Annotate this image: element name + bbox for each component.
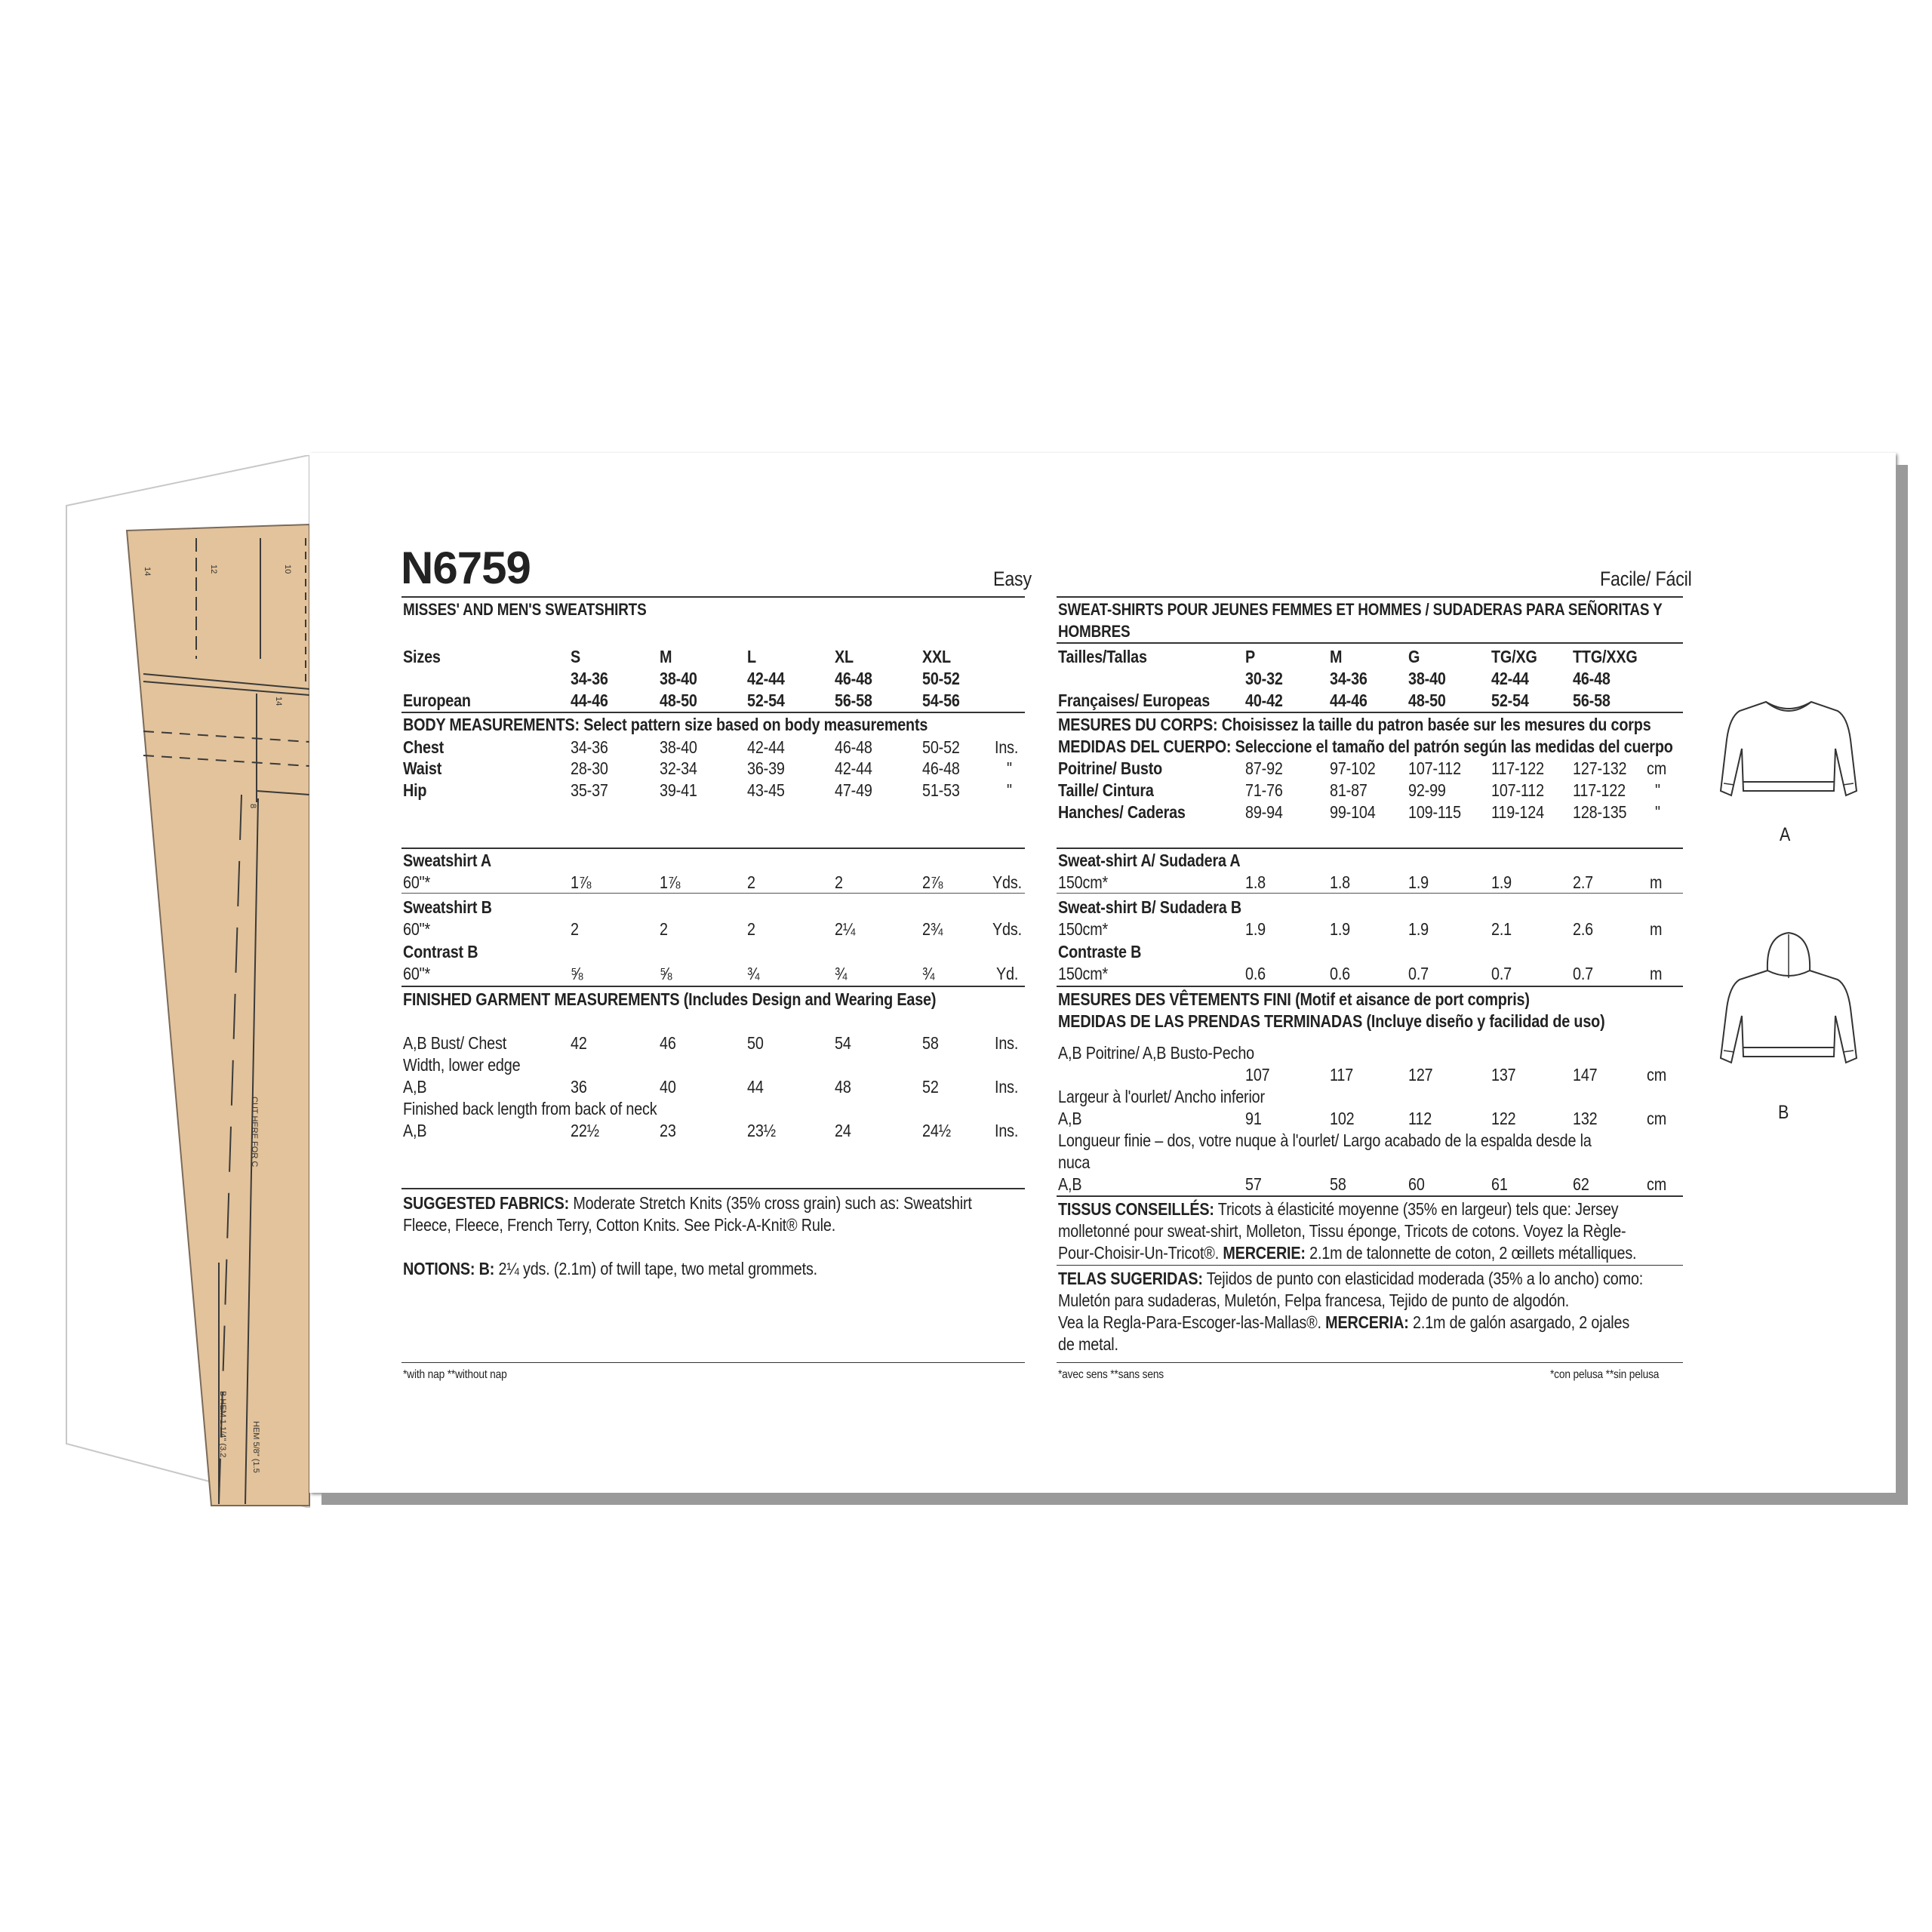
- finished-row-label: A,B: [1058, 1109, 1082, 1128]
- body-measurements-heading: BODY MEASUREMENTS: Select pattern size based on body measurements: [403, 715, 928, 734]
- finished-unit: cm: [1647, 1065, 1667, 1084]
- finished-value: 127: [1408, 1065, 1433, 1084]
- fabric-width: 150cm*: [1058, 919, 1109, 939]
- body-value: 127-132: [1573, 758, 1627, 778]
- finished-unit: Ins.: [995, 1077, 1019, 1097]
- body-value: 42-44: [835, 758, 872, 778]
- tissue-label: HEM 5/8" (1.5: [251, 1421, 260, 1473]
- yardage-label: Contraste B: [1058, 942, 1142, 961]
- yardage-label: Contrast B: [403, 942, 478, 961]
- european-size: 44-46: [571, 691, 608, 710]
- size-range: 34-36: [1330, 669, 1367, 688]
- title-en: MISSES' AND MEN'S SWEATSHIRTS: [403, 600, 647, 619]
- yardage-value: 1.9: [1408, 919, 1429, 939]
- body-row-label: Poitrine/ Busto: [1058, 758, 1163, 778]
- notions: NOTIONS: B: 2¼ yds. (2.1m) of twill tape, two metal grommets.: [403, 1259, 818, 1278]
- body-row-label: Taille/ Cintura: [1058, 780, 1154, 800]
- finished-unit: Ins.: [995, 1121, 1019, 1140]
- body-value: 32-34: [660, 758, 697, 778]
- body-value: 34-36: [571, 737, 608, 757]
- size-range: 38-40: [660, 669, 697, 688]
- european-label: European: [403, 691, 471, 710]
- yardage-label: Sweat-shirt A/ Sudadera A: [1058, 851, 1241, 870]
- finished-heading-es: MEDIDAS DE LAS PRENDAS TERMINADAS (Incluye diseño y facilidad de uso): [1058, 1011, 1605, 1031]
- yardage-value: 1.9: [1491, 872, 1512, 892]
- yardage-value: ⅝: [571, 964, 583, 983]
- finished-value: 117: [1330, 1065, 1354, 1084]
- fabric-width: 150cm*: [1058, 964, 1109, 983]
- finished-value: 57: [1245, 1174, 1262, 1194]
- finished-value: 24½: [922, 1121, 951, 1140]
- body-unit: Ins.: [995, 737, 1019, 757]
- finished-row-desc-cont: nuca: [1058, 1152, 1091, 1172]
- finished-value: 36: [571, 1077, 587, 1097]
- finished-value: 122: [1491, 1109, 1516, 1128]
- yardage-value: 2: [571, 919, 579, 939]
- finished-value: 52: [922, 1077, 939, 1097]
- finished-row-label: A,B: [403, 1077, 427, 1097]
- yardage-label: Sweatshirt B: [403, 897, 492, 917]
- finished-value: 147: [1573, 1065, 1598, 1084]
- yardage-label: Sweat-shirt B/ Sudadera B: [1058, 897, 1242, 917]
- yardage-value: 2: [660, 919, 668, 939]
- body-value: 46-48: [835, 737, 872, 757]
- body-value: 28-30: [571, 758, 608, 778]
- tissue-label: 12: [209, 565, 218, 574]
- body-value: 50-52: [922, 737, 960, 757]
- finished-value: 132: [1573, 1109, 1598, 1128]
- body-measurements-heading-fr: MESURES DU CORPS: Choisissez la taille du patron basée sur les mesures du corps: [1058, 715, 1651, 734]
- finished-unit: Ins.: [995, 1033, 1019, 1053]
- difficulty-en: Easy: [993, 568, 1032, 590]
- telas-cont: Muletón para sudaderas, Muletón, Felpa francesa, Tejido de punto de algodón.: [1058, 1291, 1570, 1310]
- body-value: 46-48: [922, 758, 960, 778]
- body-value: 47-49: [835, 780, 872, 800]
- finished-row-desc: Longueur finie – dos, votre nuque à l'ourlet/ Largo acabado de la espalda desde la: [1058, 1131, 1592, 1150]
- title-fr-es-cont: HOMBRES: [1058, 622, 1131, 641]
- yardage-value: 0.6: [1330, 964, 1350, 983]
- footnote-es: *con pelusa **sin pelusa: [1550, 1368, 1660, 1381]
- body-value: 117-122: [1573, 780, 1626, 800]
- difficulty-fr-es: Facile/ Fácil: [1600, 568, 1692, 590]
- fabric-width: 60"*: [403, 872, 431, 892]
- yardage-value: 0.6: [1245, 964, 1266, 983]
- tissus-conseilles: TISSUS CONSEILLÉS: Tricots à élasticité moyenne (35% en largeur) tels que: Jersey: [1058, 1199, 1619, 1219]
- finished-value: 23½: [747, 1121, 776, 1140]
- telas-sugeridas: TELAS SUGERIDAS: Tejidos de punto con elasticidad moderada (35% a lo ancho) como:: [1058, 1269, 1644, 1288]
- size-col: L: [747, 647, 756, 666]
- size-col: XXL: [922, 647, 951, 666]
- pattern-envelope: [60, 455, 317, 1508]
- yardage-value: 2.6: [1573, 919, 1593, 939]
- finished-value: 107: [1245, 1065, 1270, 1084]
- sizes-label: Tailles/Tallas: [1058, 647, 1147, 666]
- european-size: 56-58: [835, 691, 872, 710]
- merceria: Vea la Regla-Para-Escoger-las-Mallas®. MERCERIA: 2.1m de galón asargado, 2 ojales: [1058, 1312, 1630, 1332]
- yardage-value: 1⅞: [571, 872, 592, 892]
- finished-value: 50: [747, 1033, 764, 1053]
- yardage-value: 2.1: [1491, 919, 1512, 939]
- pattern-number: N6759: [401, 543, 531, 593]
- size-col: XL: [835, 647, 854, 666]
- body-row-label: Hanches/ Caderas: [1058, 802, 1186, 822]
- finished-value: 46: [660, 1033, 676, 1053]
- size-col: P: [1245, 647, 1256, 666]
- finished-value: 58: [922, 1033, 939, 1053]
- yardage-value: 2.7: [1573, 872, 1593, 892]
- yardage-value: 2: [747, 919, 755, 939]
- finished-unit: cm: [1647, 1174, 1667, 1194]
- size-col: M: [1330, 647, 1343, 666]
- european-label: Françaises/ Europeas: [1058, 691, 1211, 710]
- size-col: M: [660, 647, 672, 666]
- fabric-width: 60"*: [403, 919, 431, 939]
- yardage-label: Sweatshirt A: [403, 851, 492, 870]
- yardage-value: 2¼: [835, 919, 856, 939]
- sizes-label: Sizes: [403, 647, 441, 666]
- body-unit: ": [1007, 780, 1012, 800]
- finished-value: 137: [1491, 1065, 1516, 1084]
- body-value: 128-135: [1573, 802, 1627, 822]
- finished-value: 40: [660, 1077, 676, 1097]
- yardage-value: 2¾: [922, 919, 943, 939]
- finished-value: 42: [571, 1033, 587, 1053]
- finished-measurements-heading: FINISHED GARMENT MEASUREMENTS (Includes Design and Wearing Ease): [403, 989, 937, 1009]
- european-size: 44-46: [1330, 691, 1367, 710]
- size-col: TTG/XXG: [1573, 647, 1638, 666]
- finished-row-desc: Width, lower edge: [403, 1055, 521, 1075]
- european-size: 52-54: [747, 691, 785, 710]
- yardage-unit: Yds.: [992, 872, 1022, 892]
- size-col: S: [571, 647, 581, 666]
- crewneck-sweatshirt-icon: [1713, 694, 1864, 815]
- finished-value: 112: [1408, 1109, 1432, 1128]
- finished-row-desc: Largeur à l'ourlet/ Ancho inferior: [1058, 1087, 1265, 1106]
- finished-value: 23: [660, 1121, 676, 1140]
- body-row-label: Hip: [403, 780, 427, 800]
- yardage-value: 0.7: [1408, 964, 1429, 983]
- tissue-label: 8: [248, 804, 257, 809]
- yardage-value: 2⅞: [922, 872, 943, 892]
- finished-value: 61: [1491, 1174, 1508, 1194]
- finished-row-desc: Finished back length from back of neck: [403, 1099, 657, 1118]
- finished-value: 91: [1245, 1109, 1262, 1128]
- body-value: 35-37: [571, 780, 608, 800]
- finished-value: 62: [1573, 1174, 1589, 1194]
- size-col: G: [1408, 647, 1420, 666]
- yardage-value: 1⅞: [660, 872, 681, 892]
- finished-value: 58: [1330, 1174, 1346, 1194]
- yardage-value: ¾: [747, 964, 760, 983]
- yardage-value: 2: [835, 872, 843, 892]
- yardage-value: ⅝: [660, 964, 672, 983]
- finished-value: 48: [835, 1077, 851, 1097]
- yardage-value: 2: [747, 872, 755, 892]
- tissue-label: CUT HERE FOR C: [250, 1097, 259, 1168]
- body-value: 51-53: [922, 780, 960, 800]
- body-unit: ": [1655, 780, 1660, 800]
- footnote-fr: *avec sens **sans sens: [1058, 1368, 1164, 1381]
- yardage-value: 1.9: [1330, 919, 1350, 939]
- european-size: 56-58: [1573, 691, 1611, 710]
- size-range: 34-36: [571, 669, 608, 688]
- finished-row-label: A,B Bust/ Chest: [403, 1033, 507, 1053]
- tissus-cont: molletonné pour sweat-shirt, Molleton, Tissu éponge, Tricots de cotons. Voyez la Règle-: [1058, 1221, 1626, 1241]
- yardage-value: 0.7: [1491, 964, 1512, 983]
- finished-row-desc: A,B Poitrine/ A,B Busto-Pecho: [1058, 1043, 1254, 1063]
- suggested-fabrics: SUGGESTED FABRICS: Moderate Stretch Knits (35% cross grain) such as: Sweatshirt: [403, 1193, 972, 1213]
- finished-value: 44: [747, 1077, 764, 1097]
- body-value: 92-99: [1408, 780, 1446, 800]
- yardage-value: ¾: [922, 964, 935, 983]
- yardage-value: 0.7: [1573, 964, 1593, 983]
- footnote-en: *with nap **without nap: [403, 1368, 507, 1381]
- body-row-label: Chest: [403, 737, 445, 757]
- size-range: 30-32: [1245, 669, 1283, 688]
- body-value: 107-112: [1408, 758, 1461, 778]
- suggested-fabrics-cont: Fleece, Fleece, French Terry, Cotton Knits. See Pick-A-Knit® Rule.: [403, 1215, 836, 1235]
- yardage-value: 1.8: [1245, 872, 1266, 892]
- body-value: 99-104: [1330, 802, 1376, 822]
- size-col: TG/XG: [1491, 647, 1537, 666]
- body-unit: ": [1007, 758, 1012, 778]
- body-value: 71-76: [1245, 780, 1283, 800]
- body-unit: ": [1655, 802, 1660, 822]
- finished-value: 24: [835, 1121, 851, 1140]
- body-value: 119-124: [1491, 802, 1544, 822]
- body-value: 36-39: [747, 758, 785, 778]
- yardage-unit: Yds.: [992, 919, 1022, 939]
- body-value: 42-44: [747, 737, 785, 757]
- view-label-b: B: [1778, 1102, 1789, 1123]
- body-value: 39-41: [660, 780, 697, 800]
- size-range: 42-44: [1491, 669, 1529, 688]
- body-value: 87-92: [1245, 758, 1283, 778]
- yardage-value: ¾: [835, 964, 848, 983]
- body-value: 117-122: [1491, 758, 1544, 778]
- body-value: 38-40: [660, 737, 697, 757]
- size-range: 46-48: [835, 669, 872, 688]
- hoodie-sweatshirt-icon: [1713, 928, 1864, 1079]
- title-fr-es: SWEAT-SHIRTS POUR JEUNES FEMMES ET HOMMES / SUDADERAS PARA SEÑORITAS Y: [1058, 600, 1663, 619]
- body-measurements-heading-es: MEDIDAS DEL CUERPO: Seleccione el tamaño del patrón según las medidas del cuerpo: [1058, 737, 1673, 756]
- finished-row-label: A,B: [403, 1121, 427, 1140]
- european-size: 40-42: [1245, 691, 1283, 710]
- finished-value: 60: [1408, 1174, 1425, 1194]
- finished-row-label: A,B: [1058, 1174, 1082, 1194]
- body-unit: cm: [1647, 758, 1667, 778]
- european-size: 52-54: [1491, 691, 1529, 710]
- tissue-label: 14: [274, 697, 283, 706]
- yardage-unit: Yd.: [996, 964, 1019, 983]
- yardage-unit: m: [1650, 964, 1663, 983]
- finished-value: 22½: [571, 1121, 599, 1140]
- tissue-label: 10: [283, 565, 292, 574]
- finished-heading-fr: MESURES DES VÊTEMENTS FINI (Motif et aisance de port compris): [1058, 989, 1530, 1009]
- size-range: 42-44: [747, 669, 785, 688]
- fabric-width: 150cm*: [1058, 872, 1109, 892]
- telas-end: de metal.: [1058, 1334, 1118, 1354]
- body-value: 97-102: [1330, 758, 1376, 778]
- yardage-unit: m: [1650, 919, 1663, 939]
- body-row-label: Waist: [403, 758, 442, 778]
- mercerie: Pour-Choisir-Un-Tricot®. MERCERIE: 2.1m de talonnette de coton, 2 œillets métalliques.: [1058, 1243, 1637, 1263]
- finished-value: 54: [835, 1033, 851, 1053]
- body-value: 43-45: [747, 780, 785, 800]
- size-range: 38-40: [1408, 669, 1446, 688]
- body-value: 107-112: [1491, 780, 1544, 800]
- size-range: 50-52: [922, 669, 960, 688]
- size-range: 46-48: [1573, 669, 1611, 688]
- yardage-unit: m: [1650, 872, 1663, 892]
- european-size: 48-50: [1408, 691, 1446, 710]
- yardage-value: 1.9: [1408, 872, 1429, 892]
- view-label-a: A: [1780, 824, 1791, 845]
- finished-unit: cm: [1647, 1109, 1667, 1128]
- tissue-label: B HEM 1 1/4" (3.2: [218, 1391, 227, 1458]
- tissue-label: 14: [143, 567, 152, 577]
- fabric-width: 60"*: [403, 964, 431, 983]
- yardage-value: 1.8: [1330, 872, 1350, 892]
- european-size: 54-56: [922, 691, 960, 710]
- body-value: 89-94: [1245, 802, 1283, 822]
- finished-value: 102: [1330, 1109, 1355, 1128]
- european-size: 48-50: [660, 691, 697, 710]
- yardage-value: 1.9: [1245, 919, 1266, 939]
- body-value: 81-87: [1330, 780, 1367, 800]
- body-value: 109-115: [1408, 802, 1461, 822]
